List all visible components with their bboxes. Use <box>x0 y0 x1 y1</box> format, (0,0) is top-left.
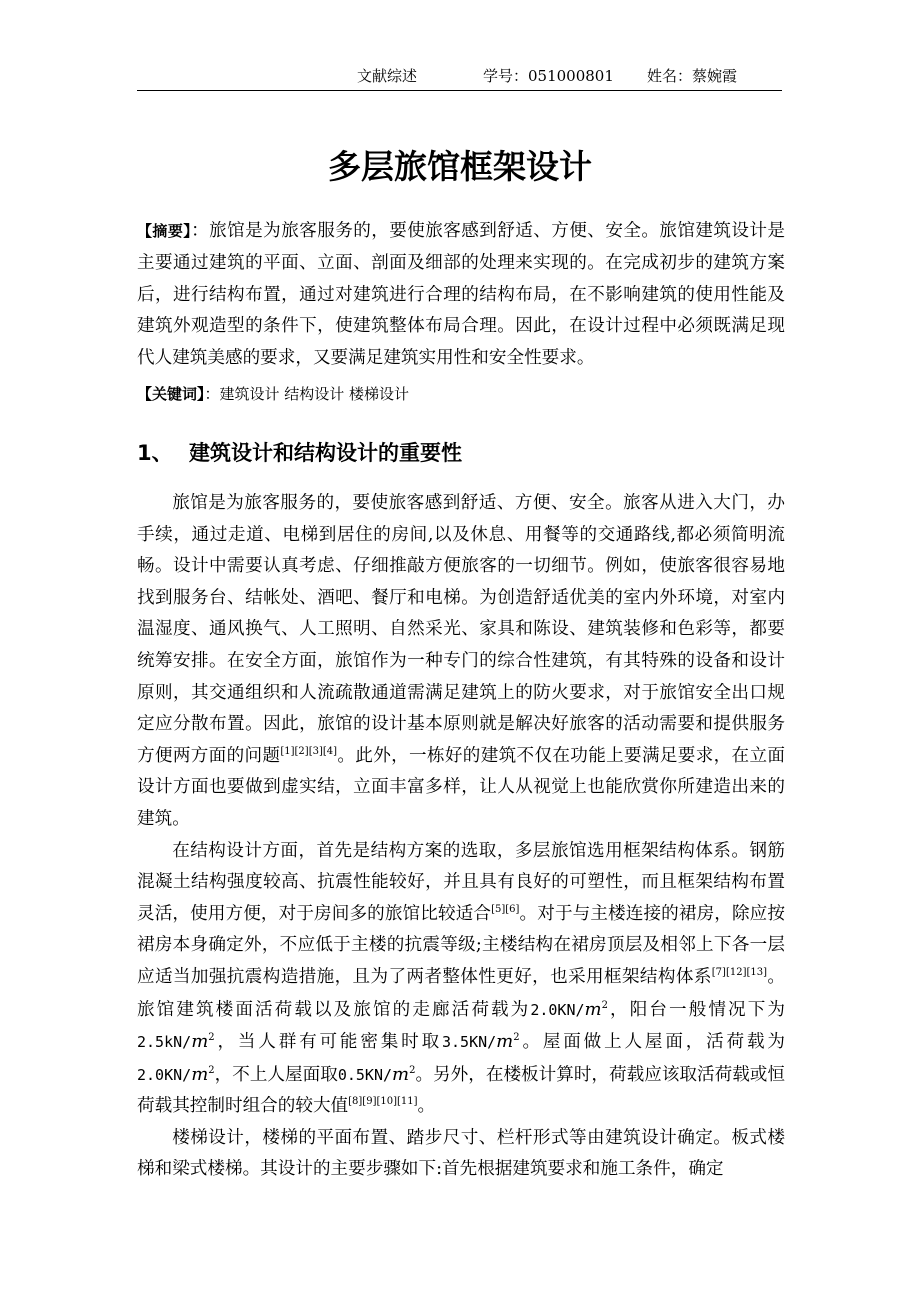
section-title: 建筑设计和结构设计的重要性 <box>189 441 462 465</box>
keywords <box>137 380 785 408</box>
citation: [8][9][10][11] <box>348 1096 418 1108</box>
header-author-name: 姓名：蔡婉霞 <box>647 67 738 85</box>
citation: [5][6] <box>491 903 520 915</box>
page-title: 多层旅馆框架设计 <box>328 147 592 186</box>
keywords-text: ：建筑设计 结构设计 楼梯设计 <box>204 385 410 403</box>
load-value: 2.5kN/ <box>137 1033 192 1052</box>
load-value: 0.5KN/ <box>337 1065 393 1084</box>
load-value: 2.0KN/ <box>530 1000 585 1019</box>
section-heading <box>137 433 785 473</box>
paragraph: 在结构设计方面，首先是结构方案的选取，多层旅馆选用框架结构体系。钢筋混凝土结构强度较高、抗震性能较好，并且具有良好的可塑性，而且框架结构布置灵活，使用方便，对于房间多的旅馆比较适合[5][6]。对于与主楼连接的裙房，除应按裙房本身确定外，不应低于主楼的抗震等级;主楼结构在裙房顶层及相邻上下各一层应适当加强抗震构造措施，且为了两者整体性更好，也采用框架结构体系[7][12][13]。旅馆建筑楼面活荷载以及旅馆的走廊活荷载为$2.0KN/m^2$，阳台一般情况下为$2.5kN/m^2$，当人群有可能密集时取$3.5KN/m^2$。屋面做上人屋面，活荷载为$2.0KN/m^2$，不上人屋面取$0.5KN/m^2$。另外，在楼板计算时，荷载应该取活荷载或恒荷载其控制时组合的较大值[8][9][10][11]。 <box>137 840 785 1117</box>
section-number: 1、 <box>137 441 173 465</box>
abstract-label: 【摘要】 <box>137 222 192 240</box>
load-value: 2.0KN/ <box>137 1065 192 1084</box>
abstract <box>137 216 785 375</box>
paragraph: 旅馆是为旅客服务的，要使旅客感到舒适、方便、安全。旅客从进入大门，办手续，通过走道、电梯到居住的房间,以及休息、用餐等的交通路线,都必须简明流畅。设计中需要认真考虑、仔细推敲方便旅客的一切细节。例如，使旅客很容易地找到服务台、结帐处、酒吧、餐厅和电梯。为创造舒适优美的室内外环境，对室内温湿度、通风换气、人工照明、自然采光、家具和陈设、建筑装修和色彩等，都要统筹安排。在安全方面，旅馆作为一种专门的综合性建筑，有其特殊的设备和设计原则，其交通组织和人流疏散通道需满足建筑上的防火要求，对于旅馆安全出口规定应分散布置。因此，旅馆的设计基本原则就是解决好旅客的活动需要和提供服务方便两方面的问题[1][2][3][4]。此外，一栋好的建筑不仅在功能上要满足要求，在立面设计方面也要做到虚实结，立面丰富多样，让人从视觉上也能欣赏你所建造出来的建筑。 <box>137 493 785 829</box>
abstract-text: ：旅馆是为旅客服务的，要使旅客感到舒适、方便、安全。旅馆建筑设计是主要通过建筑的平面、立面、剖面及细部的处理来实现的。在完成初步的建筑方案后，进行结构布置，通过对建筑进行合理的结构布局，在不影响建筑的使用性能及建筑外观造型的条件下，使建筑整体布局合理。因此，在设计过程中必须既满足现代人建筑美感的要求，又要满足建筑实用性和安全性要求。 <box>137 221 785 369</box>
citation: [7][12][13] <box>711 966 768 978</box>
keywords-label: 【关键词】 <box>137 385 205 403</box>
citation: [1][2][3][4] <box>280 745 338 757</box>
header-document-type: 文献综述 <box>357 67 418 85</box>
body-text <box>137 488 785 1186</box>
paragraph: 楼梯设计，楼梯的平面布置、踏步尺寸、栏杆形式等由建筑设计确定。板式楼梯和梁式楼梯。其设计的主要步骤如下:首先根据建筑要求和施工条件，确定 <box>137 1127 785 1180</box>
page-header <box>137 64 782 91</box>
header-student-id: 学号：051000801 <box>483 67 614 85</box>
load-value: 3.5KN/ <box>441 1033 497 1052</box>
